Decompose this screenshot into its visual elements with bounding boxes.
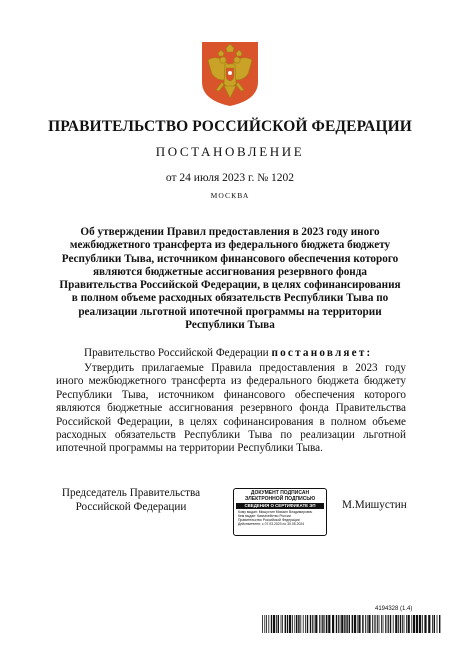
preamble-decree-word: постановляет: [271,347,373,359]
barcode-bar [358,615,360,633]
barcode-bar [352,615,353,633]
barcode-bar [312,615,313,633]
barcode-bar [346,615,347,633]
document-city: МОСКВА [210,191,250,200]
barcode-bar [294,615,295,633]
barcode-bar [404,615,405,633]
barcode-bar [285,615,286,633]
document-type: ПОСТАНОВЛЕНИЕ [155,144,305,159]
barcode-bar [268,615,269,633]
barcode-bar [383,615,384,633]
barcode-bar [367,615,368,633]
barcode-bar [289,615,291,633]
barcode-bar [432,615,433,633]
barcode-bar [307,615,308,633]
stamp-title-line-2: ЭЛЕКТРОННОЙ ПОДПИСЬЮ [244,495,316,502]
preamble-lead: Правительство Российской Федерации [84,347,272,359]
barcode-bar [385,615,386,633]
barcode-bar [419,615,421,633]
barcode-bar [368,615,370,633]
electronic-signature-stamp [233,488,327,536]
stamp-row-issued-by: Кем выдан: Казначейство России [238,513,291,518]
barcode-bar [349,615,350,633]
barcode-bar [321,615,322,633]
barcode-bar [273,615,275,633]
barcode-bar [393,615,394,633]
government-title: ПРАВИТЕЛЬСТВО РОССИЙСКОЙ ФЕДЕРАЦИИ [48,118,412,135]
barcode-bar [387,615,388,633]
barcode-bar [437,615,438,633]
barcode-bar [428,615,430,633]
barcode-bar [416,615,418,633]
stamp-row-issued-to: Кому выдан: Мишустин Михаил Владимирович [238,509,313,514]
barcode-bar [303,615,304,633]
barcode-bar [357,615,358,633]
signer-position [56,487,206,514]
barcode-icon [262,615,442,633]
barcode-bar [374,615,375,633]
barcode-bar [262,615,263,633]
coat-of-arms-icon [200,40,260,108]
barcode-bar [408,615,410,633]
barcode-bar [375,615,376,633]
barcode-bar [278,615,279,633]
barcode-bar [422,615,423,633]
barcode-bar [338,615,339,633]
barcode-bar [328,615,330,633]
barcode-bar [292,615,293,633]
barcode-bar [319,615,320,633]
barcode-bar [296,615,297,633]
barcode-bar [336,615,337,633]
stamp-row-organization: Правительство Российской Федерации [238,518,300,523]
barcode-bar [298,615,299,633]
barcode-bar [276,615,277,633]
barcode-bar [365,615,366,633]
barcode-bar [400,615,401,633]
barcode-bar [344,615,345,633]
barcode-bar [324,615,325,633]
barcode-bar [381,615,382,633]
barcode-bar [379,615,380,633]
barcode-bar [434,615,435,633]
stamp-row-validity: Действителен: с 07.03.2023 по 30.05.2024 [238,522,305,527]
barcode-bar [264,615,265,633]
preamble [56,347,406,360]
barcode-bar [362,615,363,633]
document-code: 4194328 (1.4) [375,606,413,612]
decree-paragraph: Утвердить прилагаемые Правила предоставления в 2023 году иного межбюджетного трансферта из федерального бюджета бюджету Республики Тыва, источником финансового обеспечения которого являются бюджетные ассигнования резервного фонда Правительства Российской Федерации, в целях софинансирования в полном объеме расходных обязательств Республики Тыва по реализации льготной ипотечной программы на территории Республики Тыва. [56,362,406,455]
stamp-title-line-1: ДОКУМЕНТ ПОДПИСАН [250,490,310,496]
barcode-bar [413,615,415,633]
barcode-bar [402,615,403,633]
barcode-bar [300,615,301,633]
barcode-bar [372,615,373,633]
barcode-bar [377,615,378,633]
barcode-bar [439,615,440,633]
barcode-bar [398,615,399,633]
barcode-bar [305,615,306,633]
barcode-bar [326,615,327,633]
signer-name: М.Мишустин [342,499,407,511]
barcode-bar [388,615,389,633]
barcode-bar [340,615,341,633]
signer-position-line-1: Председатель Правительства [61,487,201,499]
stamp-certificate-bar: СВЕДЕНИЯ О СЕРТИФИКАТЕ ЭП [236,503,324,509]
barcode-bar [406,615,407,633]
barcode-bar [411,615,412,633]
barcode-bar [281,615,282,633]
barcode-bar [287,615,288,633]
barcode-bar [314,615,315,633]
document-subject: Об утверждении Правил предоставления в 2023 году иного межбюджетного трансферта из федерального бюджета бюджету Республики Тыва, источником финансового обеспечения которого являются бюджетные ассигнования резервного фонда Правительства Российской Федерации, в целях софинансирования в полном объеме расходных обязательств Республики Тыва по реализации льготной ипотечной программы на территории Республики Тыва [59,226,401,332]
barcode-bar [310,615,311,633]
barcode-bar [332,615,334,633]
barcode-bar [354,615,356,633]
barcode-bar [282,615,283,633]
barcode-bar [424,615,426,633]
barcode-bar [390,615,391,633]
signer-position-line-2: Российской Федерации [75,500,187,513]
barcode-bar [322,615,323,633]
barcode-bar [341,615,343,633]
barcode-bar [266,615,267,633]
barcode-bar [395,615,397,633]
barcode-bar [315,615,317,633]
document-date-number: от 24 июля 2023 г. № 1202 [165,172,295,184]
barcode-bar [271,615,272,633]
